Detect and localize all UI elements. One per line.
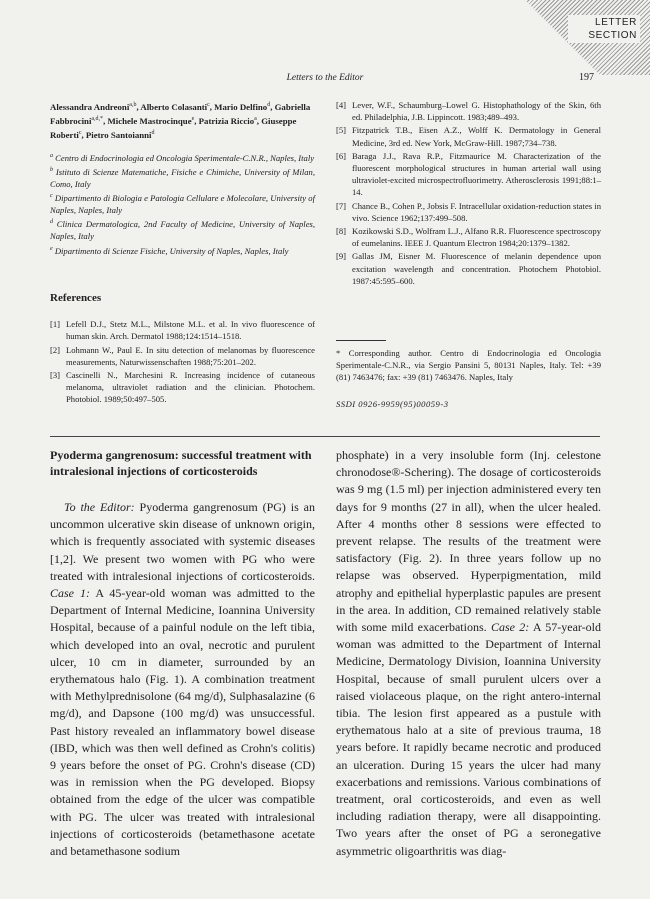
author: Pietro Santoianni$^d$ <box>85 129 155 140</box>
case-1-label: Case 1: <box>50 586 90 601</box>
references-right <box>336 99 601 288</box>
reference-item: [6] Baraga J.J., Rava R.P., Fitzmaurice M. Characterization of the fluorescent morphological structures in human arterial wall using ultraviolet-excited microspectrofluorimetry. Atherosclerosis 1991;88:1–14. <box>336 150 601 198</box>
article-left-column <box>50 447 315 860</box>
article-title: Pyoderma gangrenosum: successful treatment with intralesional injections of corticosteroids <box>50 448 312 478</box>
page-number: 197 <box>579 72 594 83</box>
paragraph-text: A 45-year-old woman was admitted to the Department of Internal Medicine, Ioannina University Hospital, because of a painful nodule on the left tibia, which developed into an oval, necrotic and purulent ulcer, 10 cm in diameter, surrounded by an erythematous halo (Fig. 1). A combination treatment with Methylprednisolone (64 mg/d), Sulphasalazine (6 mg/d), and Dapsone (100 mg/d) was unsuccessful. Past history revealed an inflammatory bowel disease (IBD, which was then well defined as Crohn's colitis) 9 years before the onset of PG. Crohn's disease (CD) was in remission when the PG developed. Biopsy obtained from the edge of the ulcer was compatible with PG. The ulcer was treated with intralesional injections of corticosteroids (betamethasone acetate and betamethasone sodium <box>50 586 316 859</box>
article-right-column <box>336 447 601 860</box>
author: Michele Mastrocinque$^e$, <box>107 115 199 126</box>
paragraph-text: Pyoderma gangrenosum (PG) is an uncommon ulcerative skin disease of unknown origin, which is frequently associated with systemic diseases [1,2]. We present two women with PG who were treated with intralesional injections of corticosteroids. <box>50 500 315 583</box>
affiliation: $^d$ Clinica Dermatologica, 2nd Faculty of Medicine, University of Naples, Naples, Italy <box>50 219 315 242</box>
affiliation: $^e$ Dipartimento di Scienze Fisiche, University of Naples, Naples, Italy <box>50 245 289 256</box>
author: Mario Delfino$^d$, <box>214 101 275 112</box>
affiliation: $^a$ Centro di Endocrinologia ed Oncologia Sperimentale-C.N.R., Naples, Italy <box>50 152 315 163</box>
reference-item: [2] Lohmann W., Paul E. In situ detection of melanomas by fluorescence measurements, Naturwissenschaften 1988;75:201–202. <box>50 344 315 367</box>
affiliation: $^c$ Dipartimento di Biologia e Patologia Cellulare e Molecolare, University of Naples, Naples, Italy <box>50 192 315 216</box>
reference-list <box>50 318 315 405</box>
author: Gabriella Fabbrocini$^{a,d,*}$, <box>50 101 311 126</box>
reference-item: [4] Lever, W.F., Schaumburg–Lowel G. Histophathology of the Skin, 6th ed. Philadelphia, J.B. Lippincott. 1983;489–493. <box>336 100 601 123</box>
references-heading: References <box>50 292 102 304</box>
article-body-right <box>336 447 601 860</box>
paragraph-text: A 57-year-old woman was admitted to the Department of Internal Medicine, Dermatology Division, Ioannina University Hospital, because of small purulent ulcers over a raised violaceous plaque, on the right antero-internal tibia. The lesion first appeared as a pustule with erythematous halo at a site of previous trauma, 18 years before. It rapidly became necrotic and produced an ulceration. During 15 years the ulcer had many exacerbations and remissions. Various combinations of treatment, oral corticosteroids, and even as well including radiation therapy, were all disappointing. Two years after the onset of PG a seronegative asymmetric oligoarthritis was diag- <box>336 620 601 858</box>
affiliation: $^b$ Istituto di Scienze Matematiche, Fisiche e Chimiche, University of Milan, Como, Italy <box>50 166 315 189</box>
author: Alessandra Andreoni$^{a,b}$, <box>50 101 141 112</box>
reference-item: [3] Cascinelli N., Marchesini R. Increasing incidence of cutaneous melanoma, ultraviolet radiation and the clinician. Photochem. Photobiol. 1989;50:497–505. <box>50 370 315 405</box>
section-divider <box>50 436 600 437</box>
references-left <box>50 292 315 407</box>
paragraph-text: phosphate) in a very insoluble form (Inj. celestone chronodose®-Schering). The dosage of corticosteroids was 9 mg (1.5 ml) per injection administered every ten days for 9 months (27 in all), when the ulcer healed. After 4 months other 8 sessions were effected to prevent relapse. The results of the treatment were satisfactory (Fig. 2). In three years follow up no relapse was observed. Hyperpigmentation, mild atrophy and epithelial hyperplastic papules are present in the area. In addition, CD remained relatively stable with some mild exacerbations. <box>336 448 601 635</box>
running-header: Letters to the Editor <box>286 73 364 83</box>
upper-left-column <box>50 99 315 257</box>
reference-item: [5] Fitzpatrick T.B., Eisen A.Z., Wolff K. Dermatology in General Medicine, 3rd ed. New York, McGraw-Hill. 1987;734–738. <box>336 125 601 148</box>
corresponding-author-footnote: * Corresponding author. Centro di Endocrinologia ed Oncologia Sperimentale-C.N.R., via Sergio Pansini 5, 80131 Naples, Italy. Tel: +39 (81) 7463476; fax: +39 (81) 7463476. Naples, Italy <box>336 348 601 382</box>
reference-item: [9] Gallas JM, Eisner M. Fluorescence of melanin dependence upon excitation wavelength and concentration. Photochem Photobiol. 1987:45:595–600. <box>336 251 601 286</box>
section-label-line-2: SECTION <box>588 30 637 41</box>
reference-item: [7] Chance B., Cohen P., Jobsis F. Intracellular oxidation-reduction states in vivo. Science 1962;137:499–508. <box>336 200 601 223</box>
article-body-left <box>50 499 315 860</box>
author: Alberto Colasanti$^c$, <box>140 101 215 112</box>
footnote-rule <box>336 340 386 341</box>
author-list <box>50 99 315 141</box>
case-2-label: Case 2: <box>490 620 530 635</box>
ssdi-code: SSDI 0926-9959(95)00059-3 <box>336 399 449 409</box>
reference-item: [8] Kozikowski S.D., Wolfram L.J., Alfano R.R. Fluorescence spectroscopy of eumelanins. IEEE J. Quantum Electron 1984;20:1379–1382. <box>336 226 601 249</box>
section-label-line-1: LETTER <box>595 17 637 28</box>
author: Patrizia Riccio$^a$, <box>198 115 262 126</box>
salutation: To the Editor: <box>64 500 135 514</box>
section-label <box>568 15 640 43</box>
affiliation-list <box>50 150 315 257</box>
author: Giuseppe Roberti$^c$, <box>50 115 297 140</box>
reference-item: [1] Lefell D.J., Stetz M.L., Milstone M.L. et al. In vivo fluorescence of human skin. Arch. Dermatol 1988;124:1514–1518. <box>50 319 315 342</box>
